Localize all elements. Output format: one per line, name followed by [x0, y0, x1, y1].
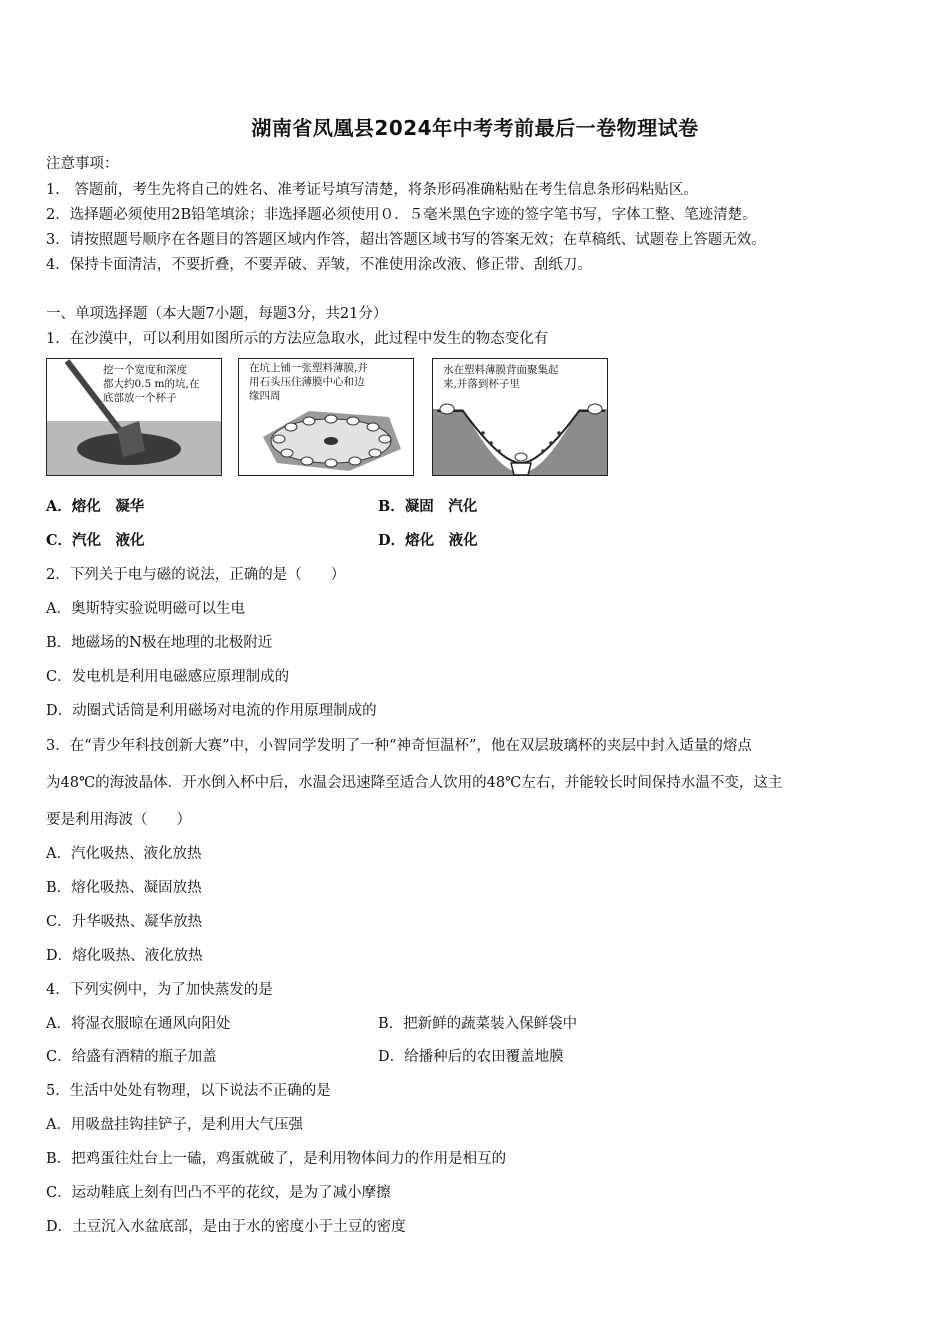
q3-option-d: D．熔化吸热、液化放热: [46, 948, 203, 964]
question-5-stem: 5．生活中处处有物理，以下说法不正确的是: [46, 1083, 331, 1099]
q3-option-c: C．升华吸热、凝华放热: [46, 914, 203, 930]
figure-dig-pit: [46, 358, 222, 476]
figure-caption-line: 水在塑料薄膜背面聚集起: [443, 364, 559, 376]
q3-option-b: B．熔化吸热、凝固放热: [46, 880, 202, 896]
q4-option-c: C．给盛有酒精的瓶子加盖: [46, 1049, 217, 1065]
figure-caption-line: 挖一个宽度和深度: [103, 364, 187, 376]
question-3-stem-line: 为48℃的海波晶体．开水倒入杯中后，水温会迅速降至适合人饮用的48℃左右，并能较长时间保持水温不变，这主: [46, 775, 783, 791]
q3-option-a: A．汽化吸热、液化放热: [46, 846, 202, 862]
question-3-stem-line: 要是利用海波（ ）: [46, 812, 191, 828]
q1-option-b: B．凝固 汽化: [378, 498, 478, 515]
q1-option-c: C．汽化 液化: [46, 532, 145, 549]
figure-caption-line: 在坑上铺一张塑料薄膜,并: [249, 362, 368, 374]
section-heading: 一、单项选择题（本大题7小题，每题3分，共21分）: [46, 306, 388, 322]
figure-caption-line: 来,并落到杯子里: [443, 378, 520, 390]
figure-plastic-film: [238, 358, 414, 476]
q5-option-b: B．把鸡蛋往灶台上一磕，鸡蛋就破了，是利用物体间力的作用是相互的: [46, 1151, 507, 1167]
notice-item: 1. 答题前，考生先将自己的姓名、准考证号填写清楚，将条形码准确粘贴在考生信息条形码粘贴区。: [46, 182, 698, 198]
q2-option-a: A．奥斯特实验说明磁可以生电: [46, 601, 245, 617]
q4-option-d: D．给播种后的农田覆盖地膜: [378, 1049, 564, 1065]
notice-item: 2．选择题必须使用2B铅笔填涂；非选择题必须使用０．５毫米黑色字迹的签字笔书写，字体工整、笔迹清楚。: [46, 207, 757, 223]
q5-option-a: A．用吸盘挂钩挂铲子，是利用大气压强: [46, 1117, 303, 1133]
q4-option-a: A．将湿衣服晾在通风向阳处: [46, 1016, 231, 1032]
q1-option-a: A．熔化 凝华: [46, 498, 145, 515]
notice-heading: 注意事项：: [46, 156, 119, 172]
notice-item: 4．保持卡面清洁，不要折叠，不要弄破、弄皱，不准使用涂改液、修正带、刮纸刀。: [46, 257, 592, 273]
question-4-stem: 4．下列实例中，为了加快蒸发的是: [46, 982, 273, 998]
q1-option-d: D．熔化 液化: [378, 532, 478, 549]
q5-option-d: D．土豆沉入水盆底部，是由于水的密度小于土豆的密度: [46, 1219, 406, 1235]
figure-caption-line: 用石头压住薄膜中心和边: [249, 376, 365, 388]
q5-option-c: C．运动鞋底上刻有凹凸不平的花纹，是为了减小摩擦: [46, 1185, 391, 1201]
page-title: 湖南省凤凰县2024年中考考前最后一卷物理试卷: [251, 116, 699, 140]
figure-caption-line: 底部放一个杯子: [103, 392, 177, 404]
figure-caption-line: 都大约0.5 m的坑,在: [103, 378, 200, 390]
q2-option-c: C．发电机是利用电磁感应原理制成的: [46, 669, 290, 685]
figure-caption-line: 缘四周: [249, 390, 281, 402]
question-2-stem: 2．下列关于电与磁的说法，正确的是（ ）: [46, 567, 346, 583]
q4-option-b: B．把新鲜的蔬菜装入保鲜袋中: [378, 1016, 578, 1032]
q2-option-b: B．地磁场的N极在地理的北极附近: [46, 635, 273, 651]
figure-condensation: [432, 358, 608, 476]
question-3-stem-line: 3．在“青少年科技创新大赛”中，小智同学发明了一种“神奇恒温杯”，他在双层玻璃杯的夹层中封入适量的熔点: [46, 738, 752, 754]
q2-option-d: D．动圈式话筒是利用磁场对电流的作用原理制成的: [46, 703, 377, 719]
notice-item: 3．请按照题号顺序在各题目的答题区域内作答，超出答题区域书写的答案无效；在草稿纸、试题卷上答题无效。: [46, 232, 766, 248]
question-1-stem: 1．在沙漠中，可以利用如图所示的方法应急取水，此过程中发生的物态变化有: [46, 331, 549, 347]
